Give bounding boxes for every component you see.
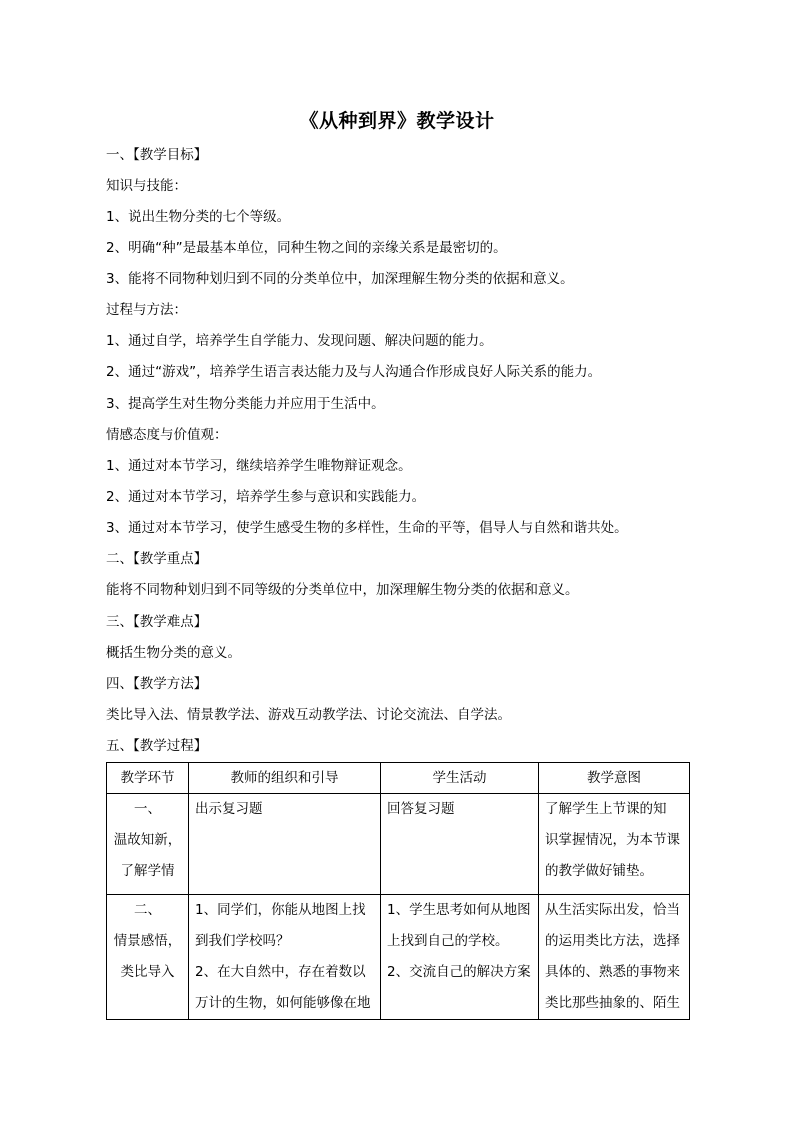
header-teacher: 教师的组织和引导 <box>189 763 381 794</box>
attitude-item-3: 3、通过对本节学习，使学生感受生物的多样性，生命的平等，倡导人与自然和谐共处。 <box>106 520 628 536</box>
cell-text: 的教学做好铺垫。 <box>545 863 653 879</box>
stage-cell <box>107 895 189 1020</box>
stage-cell <box>107 794 189 895</box>
key-points-text: 能将不同物种划归到不同等级的分类单位中，加深理解生物分类的依据和意义。 <box>106 582 579 598</box>
header-stage: 教学环节 <box>107 763 189 794</box>
cell-text: 2、在大自然中，存在着数以 <box>195 964 366 980</box>
table-row <box>107 895 690 1020</box>
process-item-3: 3、提高学生对生物分类能力并应用于生活中。 <box>106 396 385 412</box>
methods-text: 类比导入法、情景教学法、游戏互动教学法、讨论交流法、自学法。 <box>106 707 511 723</box>
cell-text: 二、 <box>134 902 161 918</box>
knowledge-item-2: 2、明确“种”是最基本单位，同种生物之间的亲缘关系是最密切的。 <box>106 240 507 256</box>
cell-text: 1、同学们，你能从地图上找 <box>195 902 366 918</box>
cell-text: 上找到自己的学校。 <box>387 933 509 949</box>
subheading-process: 过程与方法： <box>106 302 187 318</box>
difficulties-text: 概括生物分类的意义。 <box>106 645 241 661</box>
cell-text: 情景感悟， <box>113 933 182 949</box>
cell-text: 了解学情 <box>120 863 175 879</box>
student-cell <box>381 794 539 895</box>
section-heading-process-table: 五、【教学过程】 <box>106 738 208 754</box>
cell-text: 温故知新， <box>113 832 182 848</box>
intent-cell <box>539 794 690 895</box>
cell-text: 类比那些抽象的、陌生 <box>545 995 680 1011</box>
cell-text: 2、交流自己的解决方案 <box>387 964 531 980</box>
section-heading-difficulties: 三、【教学难点】 <box>106 614 208 630</box>
document-title: 《从种到界》教学设计 <box>299 110 495 132</box>
cell-text: 万计的生物，如何能够像在地 <box>195 995 371 1011</box>
cell-text: 了解学生上节课的知 <box>545 801 667 817</box>
cell-text: 到我们学校吗？ <box>195 933 290 949</box>
student-cell <box>381 895 539 1020</box>
subheading-knowledge: 知识与技能： <box>106 178 187 194</box>
intent-cell <box>539 895 690 1020</box>
table-header-row <box>107 763 690 794</box>
knowledge-item-3: 3、能将不同物种划归到不同的分类单位中，加深理解生物分类的依据和意义。 <box>106 271 574 287</box>
cell-text: 回答复习题 <box>387 801 455 817</box>
cell-text: 一、 <box>134 801 161 817</box>
header-intent: 教学意图 <box>539 763 690 794</box>
subheading-attitude: 情感态度与价值观： <box>106 427 228 443</box>
attitude-item-1: 1、通过对本节学习，继续培养学生唯物辩证观念。 <box>106 458 412 474</box>
cell-text: 具体的、熟悉的事物来 <box>545 964 680 980</box>
cell-text: 1、学生思考如何从地图 <box>387 902 531 918</box>
process-item-1: 1、通过自学，培养学生自学能力、发现问题、解决问题的能力。 <box>106 333 493 349</box>
table-row <box>107 794 690 895</box>
teaching-process-table <box>106 762 690 1020</box>
section-heading-key-points: 二、【教学重点】 <box>106 551 208 567</box>
attitude-item-2: 2、通过对本节学习，培养学生参与意识和实践能力。 <box>106 489 426 505</box>
process-item-2: 2、通过“游戏”，培养学生语言表达能力及与人沟通合作形成良好人际关系的能力。 <box>106 364 602 380</box>
knowledge-item-1: 1、说出生物分类的七个等级。 <box>106 209 291 225</box>
section-heading-goals: 一、【教学目标】 <box>106 147 208 163</box>
section-heading-methods: 四、【教学方法】 <box>106 676 208 692</box>
cell-text: 的运用类比方法，选择 <box>545 933 680 949</box>
cell-text: 从生活实际出发，恰当 <box>545 902 680 918</box>
cell-text: 出示复习题 <box>195 801 263 817</box>
cell-text: 识掌握情况，为本节课 <box>545 832 680 848</box>
cell-text: 类比导入 <box>120 964 175 980</box>
header-student: 学生活动 <box>381 763 539 794</box>
teacher-cell <box>189 794 381 895</box>
teacher-cell <box>189 895 381 1020</box>
